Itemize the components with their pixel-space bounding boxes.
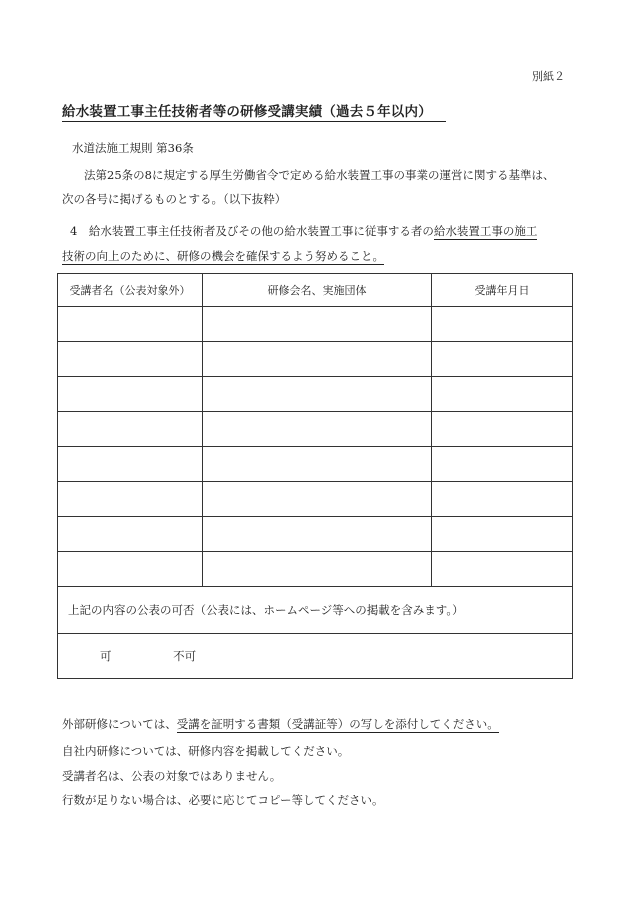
attendance-date-cell[interactable] <box>432 517 573 552</box>
table-header-row <box>58 274 573 307</box>
training-name-cell[interactable] <box>203 342 432 377</box>
attendee-name-cell[interactable] <box>58 552 203 587</box>
footer-note-1-prefix: 外部研修については、 <box>62 717 177 731</box>
table-row <box>58 447 573 482</box>
attendee-name-cell[interactable] <box>58 307 203 342</box>
header-attendee-name: 受講者名（公表対象外） <box>58 274 203 307</box>
disclosure-note: 上記の内容の公表の可否（公表には、ホームページ等への掲載を含みます。） <box>58 587 573 634</box>
training-name-cell[interactable] <box>203 377 432 412</box>
table-row <box>58 307 573 342</box>
attendee-name-cell[interactable] <box>58 412 203 447</box>
table-row <box>58 412 573 447</box>
header-training-name: 研修会名、実施団体 <box>203 274 432 307</box>
footer-note-1-underlined: 受講を証明する書類（受講証等）の写しを添付してください。 <box>176 717 499 731</box>
paragraph2-underlined-text-cont: 技術の向上のために、研修の機会を確保するよう努めること。 <box>62 249 384 263</box>
training-name-cell[interactable] <box>203 412 432 447</box>
footer-note-4: 行数が足りない場合は、必要に応じてコピー等してください。 <box>62 793 384 807</box>
paragraph2-line1 <box>70 219 537 243</box>
training-records-table <box>57 273 573 679</box>
table-row <box>58 482 573 517</box>
paragraph2-plain-text: 4 給水装置工事主任技術者及びその他の給水装置工事に従事する者の <box>70 224 434 238</box>
option-no[interactable]: 不可 <box>173 649 197 663</box>
table-row <box>58 517 573 552</box>
training-name-cell[interactable] <box>203 552 432 587</box>
header-attendance-date: 受講年月日 <box>432 274 573 307</box>
attendance-date-cell[interactable] <box>432 307 573 342</box>
training-name-cell[interactable] <box>203 307 432 342</box>
law-reference: 水道法施工規則 第36条 <box>72 141 194 155</box>
paragraph1-line1: 法第25条の8に規定する厚生労働省令で定める給水装置工事の事業の運営に関する基準は、 <box>84 168 555 182</box>
attendee-name-cell[interactable] <box>58 517 203 552</box>
footer-note-2: 自社内研修については、研修内容を掲載してください。 <box>62 744 350 758</box>
training-name-cell[interactable] <box>203 482 432 517</box>
attendee-name-cell[interactable] <box>58 342 203 377</box>
paragraph2-line2 <box>62 244 384 268</box>
option-yes[interactable]: 可 <box>100 649 112 663</box>
disclosure-choice-cell <box>58 634 573 679</box>
training-name-cell[interactable] <box>203 447 432 482</box>
attendee-name-cell[interactable] <box>58 447 203 482</box>
attendance-date-cell[interactable] <box>432 447 573 482</box>
document-title: 給水装置工事主任技術者等の研修受講実績（過去５年以内） <box>62 100 446 122</box>
attendance-date-cell[interactable] <box>432 412 573 447</box>
attendance-date-cell[interactable] <box>432 552 573 587</box>
paragraph2-underlined-text: 給水装置工事の施工 <box>433 224 538 238</box>
attendee-name-cell[interactable] <box>58 482 203 517</box>
footer-note-3: 受講者名は、公表の対象ではありません。 <box>62 769 282 783</box>
table-row <box>58 377 573 412</box>
disclosure-choice-row <box>58 634 573 679</box>
attendance-date-cell[interactable] <box>432 482 573 517</box>
footer-note-1 <box>62 716 499 732</box>
table-row <box>58 552 573 587</box>
table-row <box>58 342 573 377</box>
training-name-cell[interactable] <box>203 517 432 552</box>
attachment-label: 別紙２ <box>532 70 565 83</box>
attendance-date-cell[interactable] <box>432 377 573 412</box>
attendance-date-cell[interactable] <box>432 342 573 377</box>
disclosure-note-row <box>58 587 573 634</box>
attendee-name-cell[interactable] <box>58 377 203 412</box>
paragraph1-line2: 次の各号に掲げるものとする。（以下抜粋） <box>62 192 287 206</box>
